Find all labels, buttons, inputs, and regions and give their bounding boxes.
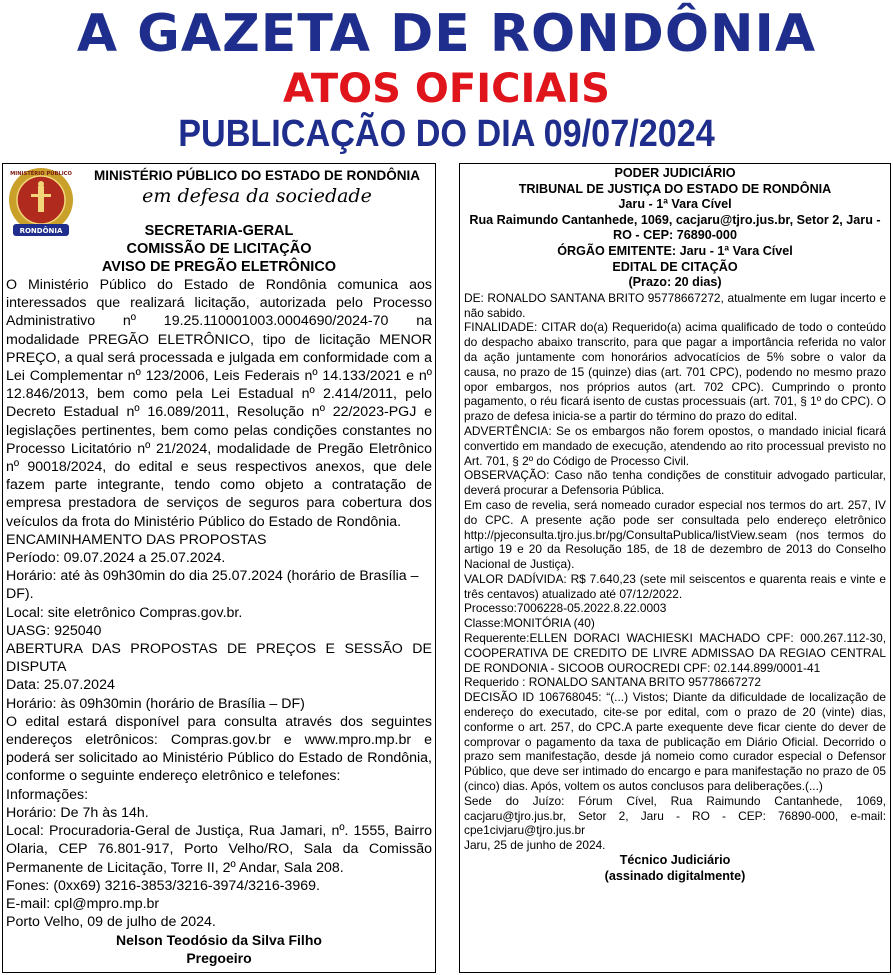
mpro-seal-icon — [7, 166, 75, 240]
org-motto: em defesa da sociedade — [142, 185, 372, 207]
org-name: MINISTÉRIO PÚBLICO DO ESTADO DE RONDÔNIA — [93, 168, 420, 183]
data: Jaru, 25 de junho de 2024. — [464, 838, 606, 853]
email: E-mail: cpl@mpro.mp.br — [6, 895, 160, 912]
heading-aviso: AVISO DE PREGÃO ELETRÔNICO — [101, 259, 337, 275]
advertencia-paragraph: ADVERTÊNCIA: Se os embargos não forem opostos, o mandado inicial ficará convertido em mandado de execução, atendendo ao rito processual previsto no Art. 701, § 2º do Código de Processo Civil. — [464, 423, 886, 468]
processo: Processo:7006228-05.2022.8.22.0003 — [464, 601, 667, 616]
heading-comissao: COMISSÃO DE LICITAÇÃO — [126, 241, 312, 257]
edital-body — [464, 291, 886, 853]
tjro-notice — [459, 163, 891, 973]
info-local: Local: Procuradoria-Geral de Justiça, Rua Jamari, nº. 1555, Bairro Olaria, CEP 76.801-917, Porto Velho/RO, Sala da Comissão Permanente de Licitação, Torre II, 2º Andar, Sala 208. — [6, 823, 432, 876]
signer-title: Técnico Judiciário — [619, 853, 731, 868]
uasg: UASG: 925040 — [6, 622, 102, 639]
date: Porto Velho, 09 de julho de 2024. — [6, 914, 216, 931]
signer-role: Pregoeiro — [186, 950, 252, 967]
abertura-title: ABERTURA DAS PROPOSTAS DE PREÇOS E SESSÃO DE DISPUTA — [6, 641, 432, 676]
seal-text-top: MINISTÉRIO PÚBLICO — [10, 171, 72, 177]
seal-text-bottom: RONDÔNIA — [19, 227, 63, 235]
edital-paragraph: O edital estará disponível para consulta através dos seguintes endereços eletrônicos: Compras.gov.br e www.mpro.mp.br e poderá ser solicitado ao Ministério Público do Estado de Rondônia, conforme o seguinte endereço eletrônico e telefones: — [6, 713, 432, 785]
info-title: Informações: — [6, 786, 89, 803]
requerente-paragraph: Requerente:ELLEN DORACI WACHIESKI MACHADO CPF: 000.267.112-30, COOPERATIVA DE CREDITO DE LIVRE ADMISSAO DA REGIAO CENTRAL DE RONDONIA - SICOOB OUROCREDI CPF: 02.144.899/0001-41 — [464, 631, 886, 675]
heading-emitente: ÓRGÃO EMITENTE: Jaru - 1ª Vara Cível — [557, 243, 793, 258]
heading-edital: EDITAL DE CITAÇÃO — [612, 259, 738, 274]
heading-tribunal: TRIBUNAL DE JUSTIÇA DO ESTADO DE RONDÔNIA — [518, 181, 832, 196]
fones: Fones: (0xx69) 3216-3853/3216-3974/3216-3969. — [6, 877, 320, 894]
decisao-paragraph: DECISÃO ID 106768045: “(...) Vistos; Diante da dificuldade de localização de endereço do executado, cite-se por edital, com o prazo de 20 (vinte) dias, conforme o art. 257, do CPC.A parte exequente deve ficar ciente do dever de comprovar o pagamento da taxa de publicação em Diário Oficial. Decorrido o prazo sem manifestação, desde já nomeio como curador especial o Defensor Público, que deve ser intimado do encargo e para manifestação no prazo de 05 (cinco) dias. Após, voltem os autos conclusos para deliberações.(...) — [464, 690, 886, 794]
enc-horario: Horário: até às 09h30min do dia 25.07.2024 (horário de Brasília – DF). — [6, 568, 419, 603]
mpro-notice — [2, 163, 436, 973]
de-paragraph: DE: RONALDO SANTANA BRITO 95778667272, atualmente em lugar incerto e não sabido. — [464, 290, 886, 320]
notice-body — [6, 276, 432, 931]
newspaper-title: A GAZETA DE RONDÔNIA — [76, 4, 817, 64]
enc-periodo: Período: 09.07.2024 a 25.07.2024. — [6, 550, 226, 567]
valor-paragraph: VALOR DADÍVIDA: R$ 7.640,23 (sete mil seiscentos e quarenta reais e vinte e três centavos) atualizado até 07/12/2022. — [464, 571, 886, 601]
abertura-data: Data: 25.07.2024 — [6, 677, 115, 694]
signer-note: (assinado digitalmente) — [604, 868, 746, 883]
signer-name: Nelson Teodósio da Silva Filho — [116, 932, 322, 949]
heading-poder: PODER JUDICIÁRIO — [614, 166, 736, 180]
requerido: Requerido : RONALDO SANTANA BRITO 95778667272 — [464, 675, 761, 690]
finalidade-paragraph: FINALIDADE: CITAR do(a) Requerido(a) acima qualificado de todo o conteúdo do despacho abaixo transcrito, para que pagar a importância referida no valor da ação juntamente com honorários advocatícios de 5% sobre o valor da causa, no prazo de 15 (quinze) dias (art. 701 CPC), podendo no mesmo prazo opor embargos, nos próprios autos (art. 702 CPC). Cumprindo o pronto pagamento, o réu ficará isento de custas processuais (art. 701, § 1º do CPC). O prazo de defesa inicia-se a partir do término do prazo do edital. — [464, 320, 886, 424]
observacao-paragraph: OBSERVAÇÃO: Caso não tenha condições de constituir advogado particular, deverá procurar a Defensoria Pública. — [464, 468, 886, 498]
section-title: ATOS OFICIAIS — [283, 66, 610, 112]
classe: Classe:MONITÓRIA (40) — [464, 616, 595, 631]
heading-vara: Jaru - 1ª Vara Cível — [618, 197, 732, 212]
enc-local: Local: site eletrônico Compras.gov.br. — [6, 604, 243, 621]
heading-secretaria: SECRETARIA-GERAL — [144, 223, 294, 239]
heading-prazo: (Prazo: 20 dias) — [628, 275, 722, 290]
sede-paragraph: Sede do Juízo: Fórum Cível, Rua Raimundo Cantanhede, 1069, cacjaru@tjro.jus.br, Setor 2, Jaru - RO - CEP: 76890-000, e-mail: cpe1civjaru@tjro.jus.br — [464, 793, 886, 838]
revelia-paragraph: Em caso de revelia, será nomeado curador especial nos termos do art. 257, IV do CPC. A presente ação pode ser consultada pelo endereço eletrônico http://pjeconsulta.tjro.jus.br/pg/ConsultaPublica/listView.seam (nos termos do artigo 19 e 20 da Resolução 185, de 18 de dezembro de 2013 do Conselho Nacional de Justiça). — [464, 497, 886, 572]
enc-title: ENCAMINHAMENTO DAS PROPOSTAS — [6, 531, 267, 548]
publication-date: PUBLICAÇÃO DO DIA 09/07/2024 — [178, 113, 715, 155]
masthead — [0, 0, 893, 160]
intro-paragraph: O Ministério Público do Estado de Rondônia comunica aos interessados que realizará licitação, autorizada pelo Processo Administrativo nº 19.25.110001003.0004690/2024-70 na modalidade PREGÃO ELETRÔNICO, tipo de licitação MENOR PREÇO, a qual será processada e julgada em conformidade com a Lei Complementar nº 123/2006, Leis Federais nº 14.133/2021 e nº 12.846/2013, bem como pela Lei Estadual nº 2.414/2011, pelo Decreto Estadual nº 16.089/2011, Resolução nº 22/2023-PGJ e legislações pertinentes, bem como pelas condições constantes no Processo Licitatório nº 21/2024, modalidade de Pregão Eletrônico nº 90018/2024, do edital e seus respectivos anexos, que dele fazem parte integrante, tendo como objeto a contratação de empresa prestadora de serviços de seguros para cobertura dos veículos da frota do Ministério Público do Estado de Rondônia. — [6, 277, 432, 530]
heading-address: Rua Raimundo Cantanhede, 1069, cacjaru@tjro.jus.br, Setor 2, Jaru - RO - CEP: 76890-000 — [469, 212, 881, 243]
info-horario: Horário: De 7h às 14h. — [6, 804, 149, 821]
abertura-horario: Horário: às 09h30min (horário de Brasília – DF) — [6, 695, 305, 712]
